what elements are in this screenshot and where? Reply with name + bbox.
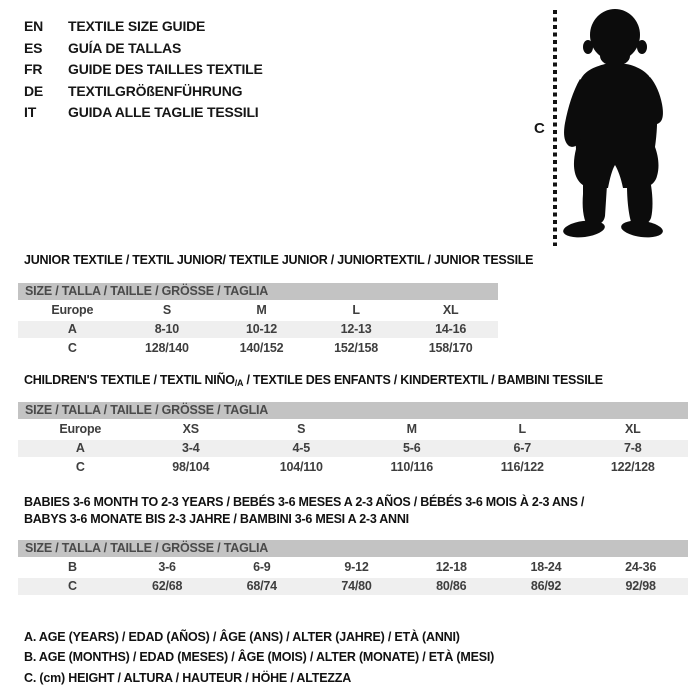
age-value: 12-18 — [435, 560, 467, 574]
age-value: 4-5 — [292, 441, 310, 455]
age-value: 12-13 — [340, 322, 372, 336]
table-size-header: SIZE / TALLA / TAILLE / GRÖSSE / TAGLIA — [18, 540, 688, 557]
junior-size-table — [18, 283, 498, 359]
table-row — [18, 440, 688, 457]
age-value: 24-36 — [625, 560, 657, 574]
legend — [24, 627, 494, 688]
age-value: 3-4 — [182, 441, 200, 455]
size-value: L — [518, 422, 526, 436]
age-value: 14-16 — [435, 322, 467, 336]
size-value: XL — [624, 422, 641, 436]
row-label: A — [75, 441, 85, 455]
table-row — [18, 459, 688, 476]
guide-title: GUIDE DES TAILLES TEXTILE — [68, 61, 263, 78]
size-value: M — [256, 303, 267, 317]
age-value: 6-7 — [513, 441, 531, 455]
table-row — [18, 559, 688, 576]
list-item — [24, 38, 263, 60]
height-value: 140/152 — [239, 341, 284, 355]
size-value: S — [162, 303, 171, 317]
language-code: ES — [24, 39, 43, 56]
height-value: 116/122 — [500, 460, 544, 474]
legend-line-age-months: B. AGE (MONTHS) / EDAD (MESES) / ÂGE (MOIS) / ALTER (MONATE) / ETÀ (MESI) — [24, 650, 495, 665]
height-value: 68/74 — [246, 579, 277, 593]
table-size-header: SIZE / TALLA / TAILLE / GRÖSSE / TAGLIA — [18, 402, 688, 419]
age-value: 3-6 — [158, 560, 176, 574]
guide-title: GUIDA ALLE TAGLIE TESSILI — [68, 104, 259, 121]
language-code: IT — [24, 104, 37, 121]
height-value: 98/104 — [172, 460, 210, 474]
guide-title: TEXTILE SIZE GUIDE — [68, 18, 206, 34]
size-value: L — [352, 303, 360, 317]
row-label: C — [67, 579, 77, 593]
age-value: 6-9 — [253, 560, 271, 574]
height-value: 128/140 — [144, 341, 189, 355]
table-row — [18, 340, 498, 357]
age-value: 8-10 — [154, 322, 179, 336]
row-label: A — [67, 322, 77, 336]
language-code: DE — [24, 82, 44, 99]
row-label: Europe — [51, 303, 94, 317]
height-measure-label: C — [534, 120, 545, 137]
size-value: XS — [182, 422, 199, 436]
age-value: 5-6 — [403, 441, 421, 455]
section-title-children — [24, 372, 603, 392]
list-item — [24, 59, 263, 81]
table-row — [18, 302, 498, 319]
height-value: 122/128 — [610, 460, 655, 474]
row-label: C — [67, 341, 77, 355]
height-value: 158/170 — [428, 341, 473, 355]
guide-title: TEXTILGRÖßENFÜHRUNG — [68, 82, 243, 99]
title-subscript: /A — [234, 378, 244, 388]
language-code: FR — [24, 61, 43, 78]
table-row — [18, 421, 688, 438]
guide-title: GUÍA DE TALLAS — [68, 39, 182, 56]
list-item — [24, 102, 263, 124]
title-line: BABIES 3-6 MONTH TO 2-3 YEARS / BEBÉS 3-6 MESES A 2-3 AÑOS / BÉBÉS 3-6 MOIS À 2-3 ANS / — [24, 495, 585, 509]
height-value: 74/80 — [341, 579, 372, 593]
baby-silhouette-icon — [560, 8, 665, 240]
height-value: 80/86 — [436, 579, 467, 593]
section-title-babies — [24, 494, 584, 528]
table-size-header: SIZE / TALLA / TAILLE / GRÖSSE / TAGLIA — [18, 283, 498, 300]
age-value: 10-12 — [245, 322, 277, 336]
children-size-table — [18, 402, 688, 478]
row-label: B — [67, 560, 77, 574]
height-value: 92/98 — [625, 579, 656, 593]
height-value: 104/110 — [279, 460, 323, 474]
height-value: 62/68 — [151, 579, 183, 593]
row-label: C — [75, 460, 85, 474]
size-value: S — [297, 422, 306, 436]
age-value: 7-8 — [624, 441, 642, 455]
list-item — [24, 16, 263, 38]
height-dimension-line — [553, 10, 557, 246]
age-value: 18-24 — [530, 560, 562, 574]
title-line: BABYS 3-6 MONATE BIS 2-3 JAHRE / BAMBINI 3-6 MESI A 2-3 ANNI — [24, 512, 409, 526]
title-part: CHILDREN'S TEXTILE / TEXTIL NIÑO — [24, 373, 235, 387]
table-row — [18, 321, 498, 338]
height-value: 110/116 — [390, 460, 433, 474]
title-part: / TEXTILE DES ENFANTS / KINDERTEXTIL / BAMBINI TESSILE — [243, 373, 603, 387]
table-row — [18, 578, 688, 595]
list-item — [24, 81, 263, 103]
legend-line-height: C. (cm) HEIGHT / ALTURA / HAUTEUR / HÖHE / ALTEZZA — [24, 670, 352, 685]
size-value: M — [406, 422, 417, 436]
height-value: 86/92 — [530, 579, 562, 593]
age-value: 9-12 — [344, 560, 369, 574]
section-title-junior: JUNIOR TEXTILE / TEXTIL JUNIOR/ TEXTILE JUNIOR / JUNIORTEXTIL / JUNIOR TESSILE — [24, 253, 534, 267]
legend-line-age-years: A. AGE (YEARS) / EDAD (AÑOS) / ÂGE (ANS) / ALTER (JAHRE) / ETÀ (ANNI) — [24, 630, 460, 644]
babies-size-table — [18, 540, 688, 597]
height-value: 152/158 — [334, 341, 378, 355]
row-label: Europe — [59, 422, 102, 436]
language-code: EN — [24, 18, 44, 34]
size-value: XL — [442, 303, 459, 317]
language-title-list — [24, 16, 263, 124]
